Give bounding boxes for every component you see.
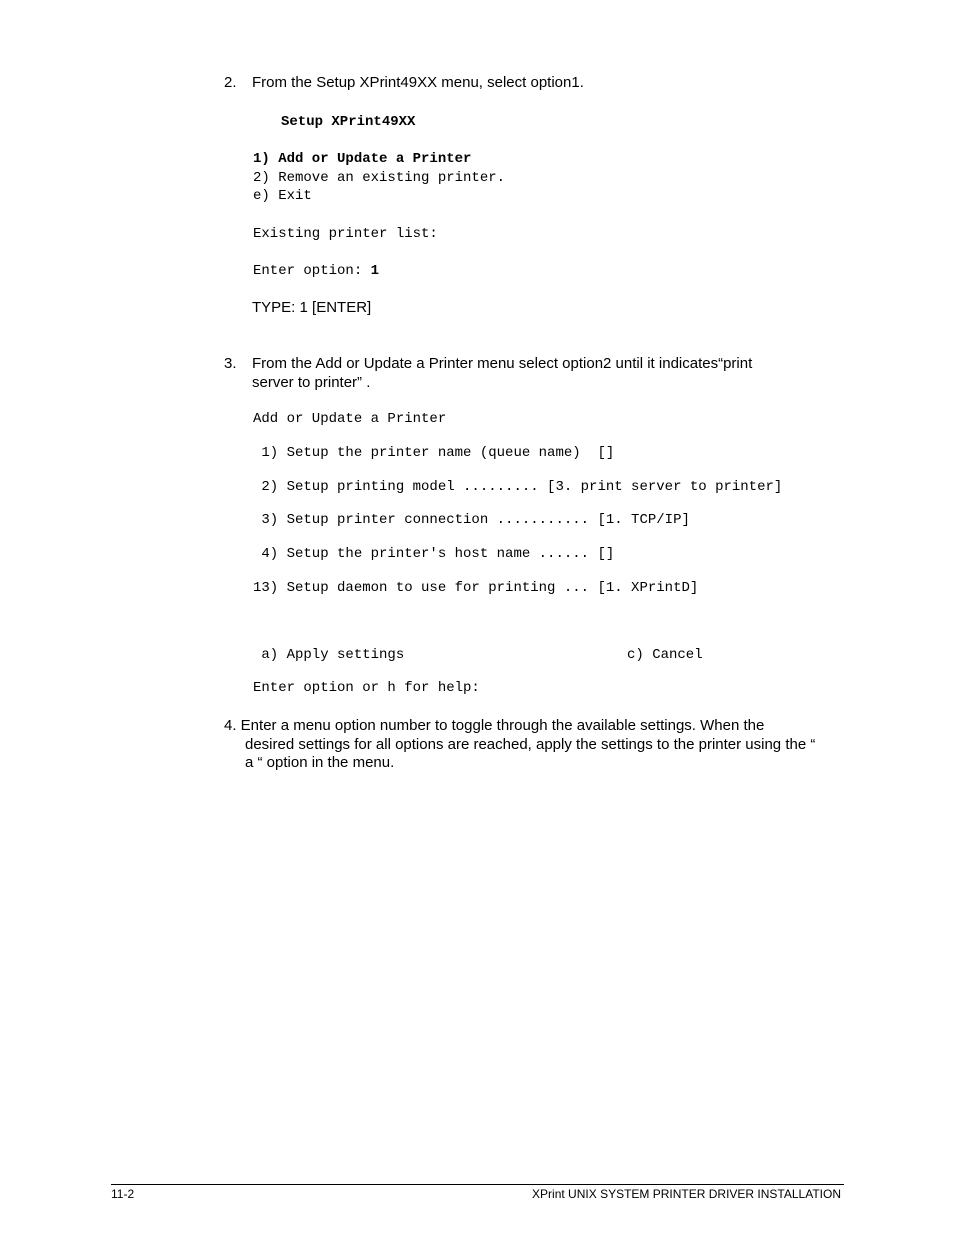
step-2-text: [252, 74, 584, 92]
step-3-number: 3.: [224, 355, 237, 372]
menu2-option-1: 1) Setup the printer name (queue name) []: [253, 445, 615, 461]
menu2-title: Add or Update a Printer: [253, 411, 447, 427]
menu1-existing-list: Existing printer list:: [253, 226, 438, 242]
step-2-number: 2.: [224, 74, 237, 91]
step-3-menu-name: Add or Update a Printer: [315, 355, 473, 372]
menu1-title: Setup XPrint49XX: [281, 114, 416, 130]
menu1-prompt-value: 1: [370, 263, 380, 279]
menu2-option-2: 2) Setup printing model ......... [3. print server to printer]: [253, 479, 783, 495]
step-3-text: [252, 355, 852, 392]
step-2-text-after: menu, select option1.: [437, 74, 584, 91]
step-2-menu-name: Setup XPrint49XX: [316, 74, 438, 91]
type-instruction: TYPE: 1 [ENTER]: [252, 299, 372, 316]
footer-section-title: XPrint UNIX SYSTEM PRINTER DRIVER INSTALLATION: [532, 1187, 841, 1201]
menu2-cancel: c) Cancel: [627, 647, 703, 663]
menu2-prompt: Enter option or h for help:: [253, 680, 480, 696]
step-4-line-3: a “ option in the menu.: [245, 754, 395, 771]
step-3-phrase-1: print: [723, 355, 753, 372]
menu1-item-exit: e) Exit: [253, 188, 312, 204]
step-4-line-2: desired settings for all options are reached, apply the settings to the printer using the “: [245, 736, 816, 753]
menu2-option-4: 4) Setup the printer's host name ...... []: [253, 546, 615, 562]
step-3-line-1: [252, 355, 852, 373]
step-4-line-1: 4. Enter a menu option number to toggle through the available settings. When the: [224, 717, 765, 734]
menu1-prompt: [253, 262, 379, 280]
step-3-text-before: From the: [252, 355, 316, 372]
menu2-option-13: 13) Setup daemon to use for printing ... [1. XPrintD]: [253, 580, 699, 596]
menu1-item-add: 1) Add or Update a Printer: [253, 151, 472, 167]
menu1-item-remove: 2) Remove an existing printer.: [253, 170, 506, 186]
step-3-phrase-2: server to printer: [252, 374, 358, 391]
menu2-option-3: 3) Setup printer connection ........... [1. TCP/IP]: [253, 512, 690, 528]
step-2-text-before: From the: [252, 74, 317, 91]
step-3-line-2: [252, 374, 852, 392]
footer-divider: [111, 1184, 844, 1185]
menu2-apply: a) Apply settings: [253, 647, 405, 663]
step-3-text-middle: menu select option2 until it indicates“: [472, 355, 724, 372]
step-3-text-end: ” .: [357, 374, 371, 391]
menu1-prompt-label: Enter option:: [253, 263, 371, 279]
footer-page-number: 11-2: [111, 1187, 135, 1201]
